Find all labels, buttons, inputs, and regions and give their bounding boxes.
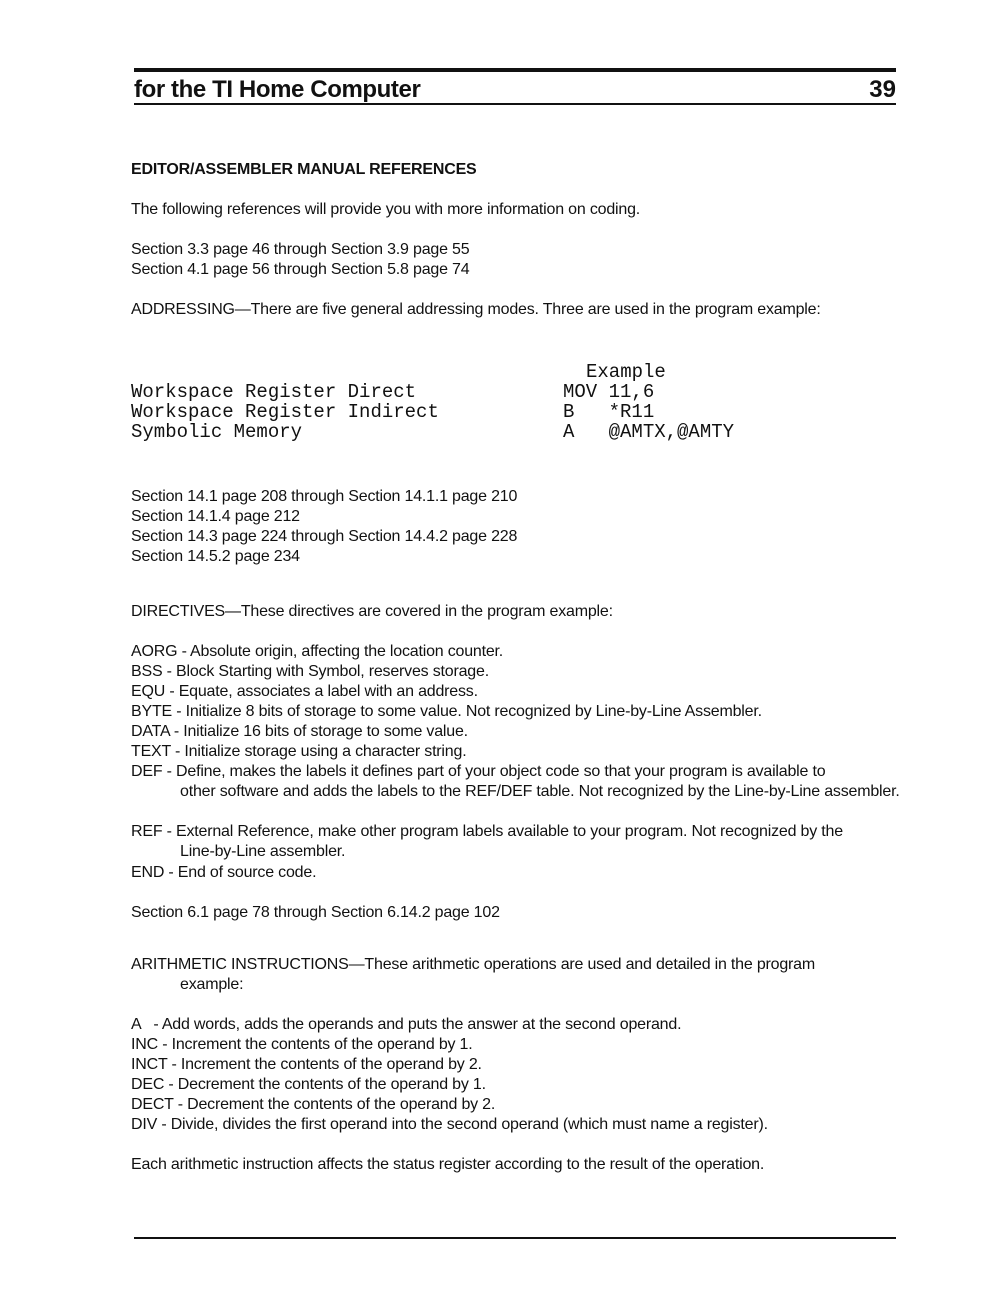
addressing-mode-example: B *R11 [563,401,655,423]
directive-item-continuation: other software and adds the labels to the REF/DEF table. Not recognized by the Line-by-Line assembler. [180,783,900,800]
arithmetic-item: DEC - Decrement the contents of the operand by 1. [131,1076,486,1093]
section-heading: EDITOR/ASSEMBLER MANUAL REFERENCES [131,161,477,178]
directives-intro: DIRECTIVES—These directives are covered in the program example: [131,603,613,620]
intro-paragraph: The following references will provide you with more information on coding. [131,201,641,218]
arithmetic-item: A - Add words, adds the operands and puts the answer at the second operand. [131,1016,682,1033]
example-column-header: Example [586,361,666,383]
arithmetic-intro-continuation: example: [180,976,244,993]
footer-rule [134,1237,896,1239]
header-bottom-rule [134,103,896,105]
arithmetic-item: DIV - Divide, divides the first operand into the second operand (which must name a register). [131,1116,768,1133]
addressing-mode-name: Symbolic Memory [131,421,303,443]
reference-line: Section 6.1 page 78 through Section 6.14.2 page 102 [131,904,500,921]
directive-item: BYTE - Initialize 8 bits of storage to some value. Not recognized by Line-by-Line Assembler. [131,703,762,720]
reference-line: Section 14.5.2 page 234 [131,548,300,565]
arithmetic-item: DECT - Decrement the contents of the operand by 2. [131,1096,496,1113]
addressing-mode-name: Workspace Register Indirect [131,401,439,423]
addressing-mode-example: A @AMTX,@AMTY [563,421,735,443]
closing-paragraph: Each arithmetic instruction affects the status register according to the result of the operation. [131,1156,765,1173]
directive-item: END - End of source code. [131,864,317,881]
arithmetic-item: INCT - Increment the contents of the operand by 2. [131,1056,482,1073]
addressing-mode-name: Workspace Register Direct [131,381,417,403]
addressing-mode-example: MOV 11,6 [563,381,655,403]
directive-item-first-line: DEF - Define, makes the labels it defines part of your object code so that your program is available to [131,763,826,780]
directive-item: EQU - Equate, associates a label with an address. [131,683,478,700]
directive-item: DATA - Initialize 16 bits of storage to some value. [131,723,468,740]
reference-line: Section 3.3 page 46 through Section 3.9 page 55 [131,241,470,258]
page-number: 39 [869,76,896,103]
reference-line: Section 14.1.4 page 212 [131,508,300,525]
directive-item-def [131,762,901,802]
arithmetic-intro [131,955,901,995]
arithmetic-intro-first-line: ARITHMETIC INSTRUCTIONS—These arithmetic operations are used and detailed in the program [131,956,816,973]
reference-line: Section 14.3 page 224 through Section 14.4.2 page 228 [131,528,518,545]
reference-line: Section 14.1 page 208 through Section 14.1.1 page 210 [131,488,518,505]
directive-item-continuation: Line-by-Line assembler. [180,843,346,860]
directive-item: BSS - Block Starting with Symbol, reserves storage. [131,663,489,680]
addressing-intro: ADDRESSING—There are five general addressing modes. Three are used in the program example: [131,301,821,318]
directive-item-ref [131,822,901,862]
directive-item: AORG - Absolute origin, affecting the location counter. [131,643,504,660]
header-top-rule [134,68,896,72]
directive-item: TEXT - Initialize storage using a character string. [131,743,467,760]
reference-line: Section 4.1 page 56 through Section 5.8 page 74 [131,261,470,278]
directive-item-first-line: REF - External Reference, make other program labels available to your program. Not recognized by the [131,823,843,840]
arithmetic-item: INC - Increment the contents of the operand by 1. [131,1036,473,1053]
running-header-title: for the TI Home Computer [134,76,421,103]
